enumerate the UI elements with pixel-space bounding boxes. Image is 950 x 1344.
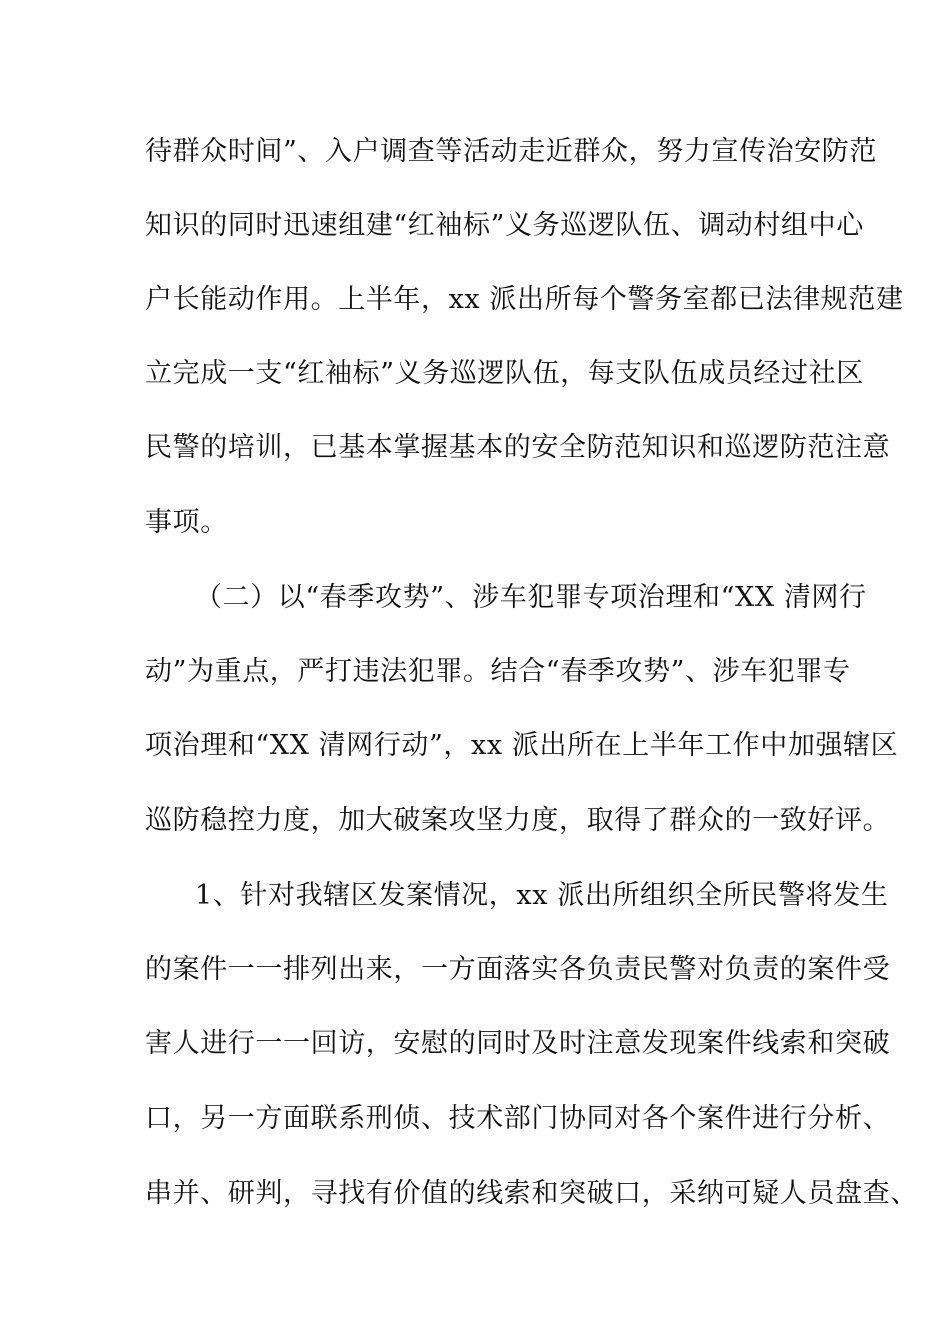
text-line: 巡防稳控力度，加大破案攻坚力度，取得了群众的一致好评。 [145, 805, 891, 836]
section-heading-line: （二）以“春季攻势”、涉车犯罪专项治理和“XX 清网行 [195, 582, 867, 613]
text-line: 事项。 [145, 507, 228, 538]
text-line: 串并、研判，寻找有价值的线索和突破口，采纳可疑人员盘查、 [145, 1178, 918, 1209]
text-line: 民警的培训，已基本掌握基本的安全防范知识和巡逻防范注意 [145, 432, 891, 463]
text-line: 害人进行一一回访，安慰的同时及时注意发现案件线索和突破 [145, 1028, 891, 1059]
text-line: 的案件一一排列出来，一方面落实各负责民警对负责的案件受 [145, 954, 891, 985]
text-line: 项治理和“XX 清网行动”，xx 派出所在上半年工作中加强辖区 [145, 730, 899, 761]
text-line: 知识的同时迅速组建“红袖标”义务巡逻队伍、调动村组中心 [145, 210, 864, 241]
list-item-line: 1、针对我辖区发案情况，xx 派出所组织全所民警将发生 [195, 880, 889, 911]
text-line: 待群众时间”、入户调查等活动走近群众，努力宣传治安防范 [145, 136, 878, 167]
text-line: 口，另一方面联系刑侦、技术部门协同对各个案件进行分析、 [145, 1103, 891, 1134]
text-line: 立完成一支“红袖标”义务巡逻队伍，每支队伍成员经过社区 [145, 358, 864, 389]
text-line: 动”为重点，严打违法犯罪。结合“春季攻势”、涉车犯罪专 [145, 656, 851, 687]
text-line: 户长能动作用。上半年，xx 派出所每个警务室都已法律规范建 [145, 284, 904, 315]
